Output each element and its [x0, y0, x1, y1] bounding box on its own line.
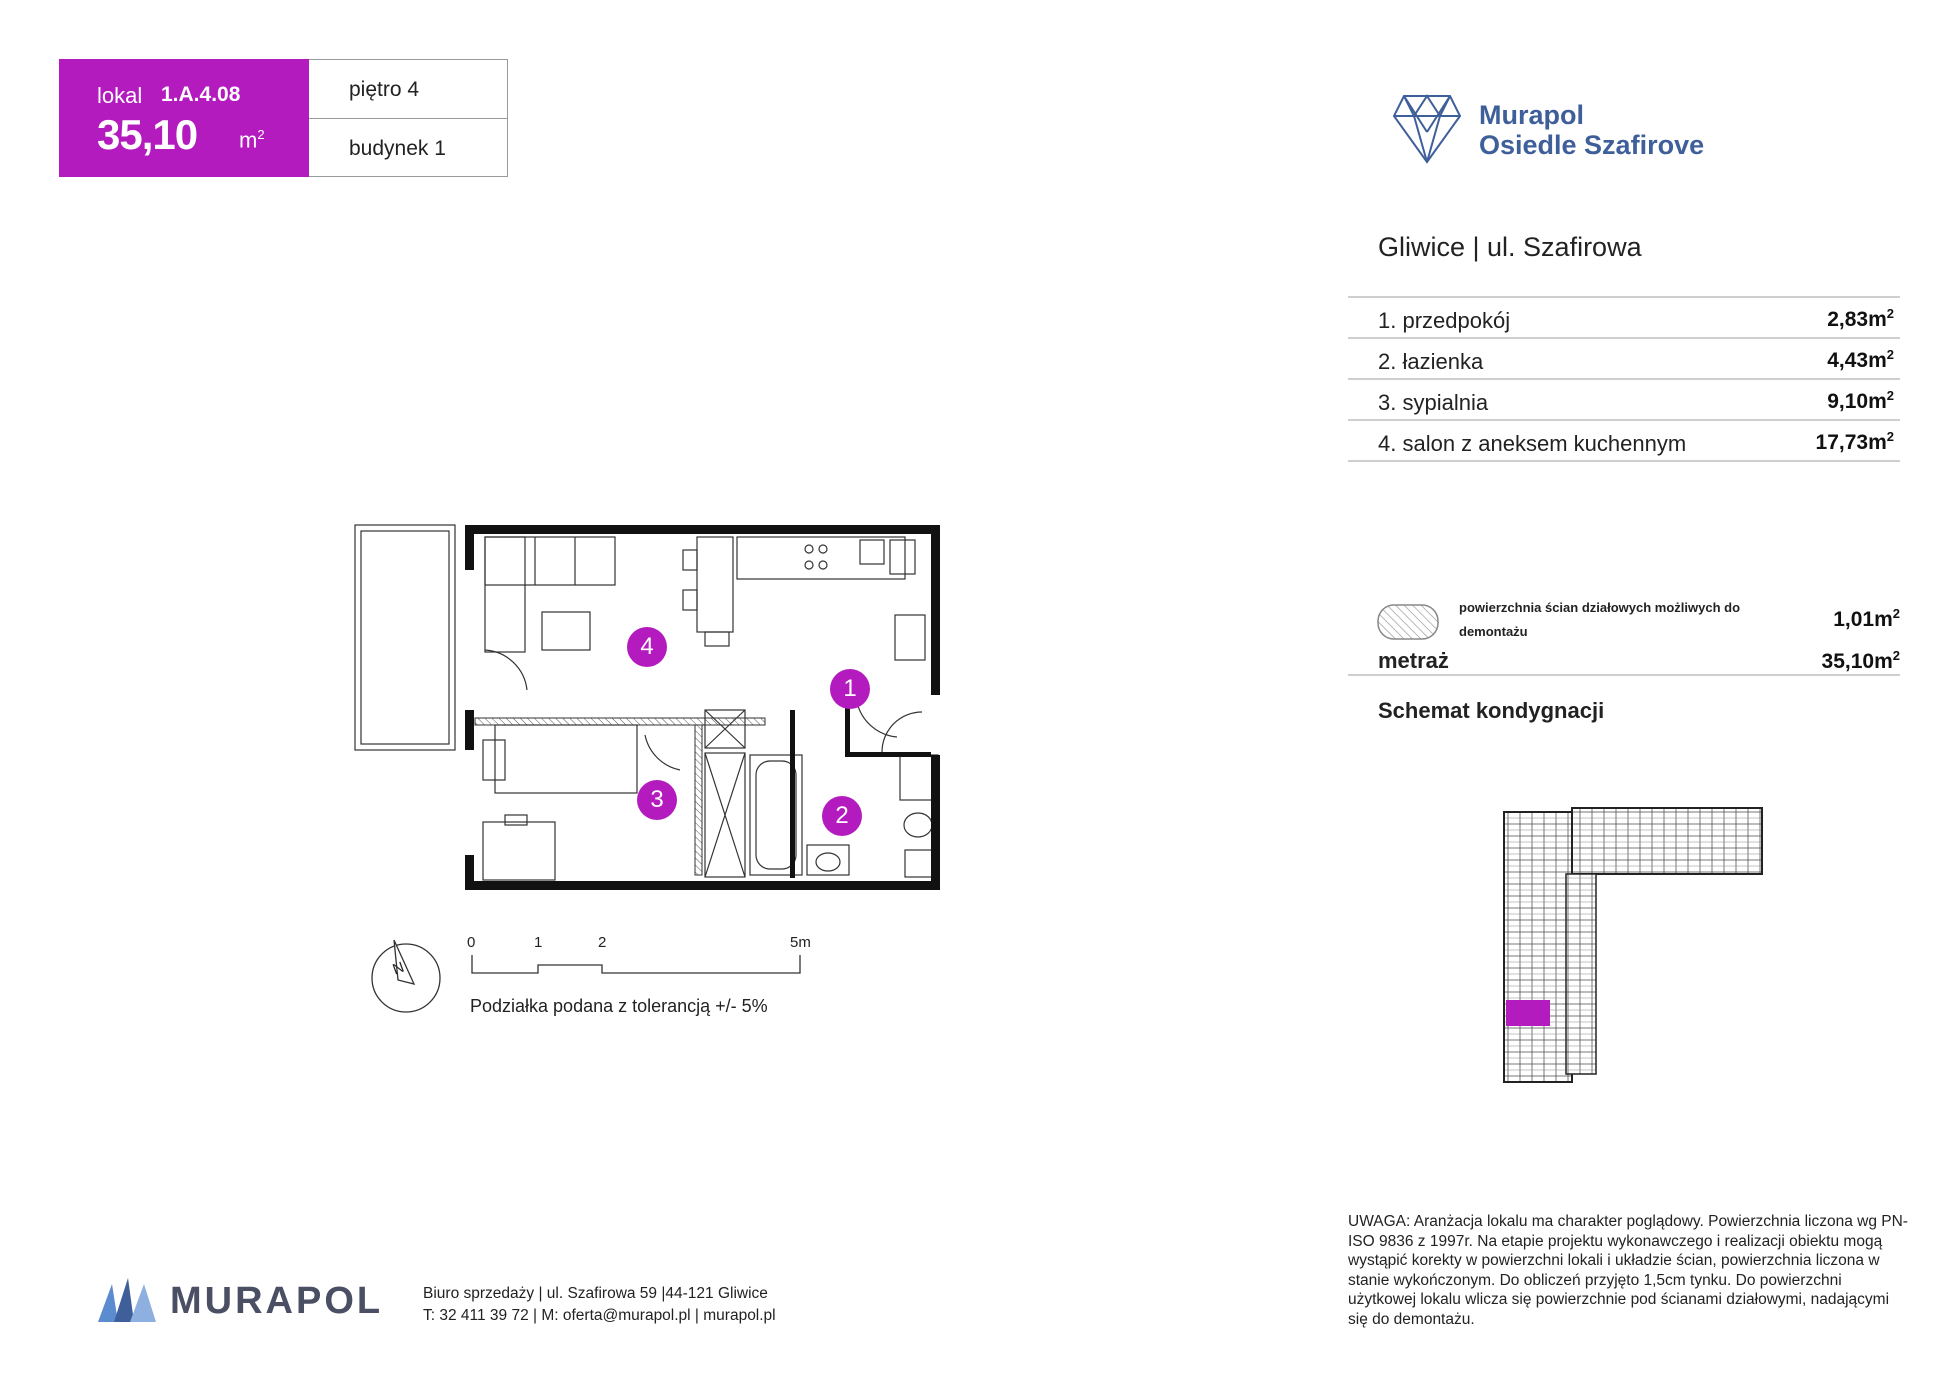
schemat-title: Schemat kondygnacji: [1378, 698, 1605, 723]
murapol-logo-icon: [98, 1278, 158, 1322]
floor-building-box: [309, 59, 508, 177]
brand-line2: Osiedle Szafirove: [1479, 130, 1705, 160]
room-number-badge: 2: [822, 796, 862, 836]
office-contact: T: 32 411 39 72 | M: oferta@murapol.pl | murapol.pl: [423, 1307, 776, 1324]
room-number-badge: 4: [627, 627, 667, 667]
unit-area: 35,10: [97, 111, 198, 158]
unit-area-unit: $m^2$: [239, 127, 265, 153]
unit-summary-box: [59, 59, 309, 177]
disclaimer: UWAGA: Aranżacja lokalu ma charakter poglądowy. Powierzchnia liczona wg PN-ISO 9836 z 1997r. Na etapie projektu wykonawczego i realizacji obiektu mogą wystąpić korekty w powierzchni lokali i układzie ścian, powierzchnia liczona w stanie wykończonym. Do obliczeń przyjęto 1,5cm tynku. Do powierzchni użytkowej lokalu wlicza się powierzchnie pod ścianami działowymi, nadającymi się do demontażu.: [1348, 1213, 1908, 1328]
unit-location-highlight: [1506, 1000, 1550, 1026]
scale-tick: 0: [467, 934, 476, 951]
brand-line1: Murapol: [1479, 100, 1584, 130]
room-label: 2. łazienka: [1378, 349, 1484, 374]
room-row: [1348, 298, 1900, 339]
partition-area: $1,01m^2$: [1833, 606, 1900, 631]
room-row: [1348, 421, 1900, 462]
room-label: 1. przedpokój: [1378, 308, 1511, 333]
room-row: [1348, 380, 1900, 421]
room-area: $9,10m^2$: [1827, 388, 1894, 413]
office-address: Biuro sprzedaży | ul. Szafirowa 59 |44-121 Gliwice: [423, 1285, 768, 1302]
room-number-badge: 1: [830, 669, 870, 709]
scale-tick: 5m: [790, 934, 811, 951]
partition-label: powierzchnia ścian działowych możliwych do demontażu: [1459, 600, 1741, 639]
scale-bar: [470, 955, 810, 977]
room-area: $4,43m^2$: [1827, 347, 1894, 372]
floor-label: piętro 4: [309, 60, 507, 119]
scale-tick: 2: [598, 934, 607, 951]
room-label: 4. salon z aneksem kuchennym: [1378, 431, 1687, 456]
room-row: [1348, 339, 1900, 380]
building-key-plan: [1496, 800, 1771, 1090]
compass-icon: [366, 938, 446, 1018]
balcony-outline: [355, 525, 455, 750]
footer-logo-text: MURAPOL: [170, 1280, 384, 1322]
hatch-swatch-icon: [1377, 604, 1439, 640]
building-label: budynek 1: [349, 137, 446, 160]
compass-label: N: [390, 958, 407, 979]
metraz-divider: [1348, 674, 1900, 676]
room-number-badge: 3: [637, 780, 677, 820]
lokal-label: lokal: [97, 83, 143, 108]
scale-note: Podziałka podana z tolerancją +/- 5%: [470, 996, 768, 1016]
room-area: $17,73m^2$: [1815, 429, 1894, 454]
diamond-logo-icon: [1392, 92, 1462, 166]
brand-name: [1479, 100, 1704, 160]
metraz-label: metraż: [1378, 648, 1449, 673]
lokal-id: 1.A.4.08: [161, 83, 241, 106]
room-area: $2,83m^2$: [1827, 306, 1894, 331]
location: Gliwice | ul. Szafirowa: [1378, 232, 1642, 262]
floor-plan: [345, 515, 965, 895]
room-label: 3. sypialnia: [1378, 390, 1489, 415]
metraz-area: $35,10m^2$: [1821, 648, 1900, 673]
sales-office-info: [423, 1283, 776, 1327]
scale-tick: 1: [534, 934, 543, 951]
